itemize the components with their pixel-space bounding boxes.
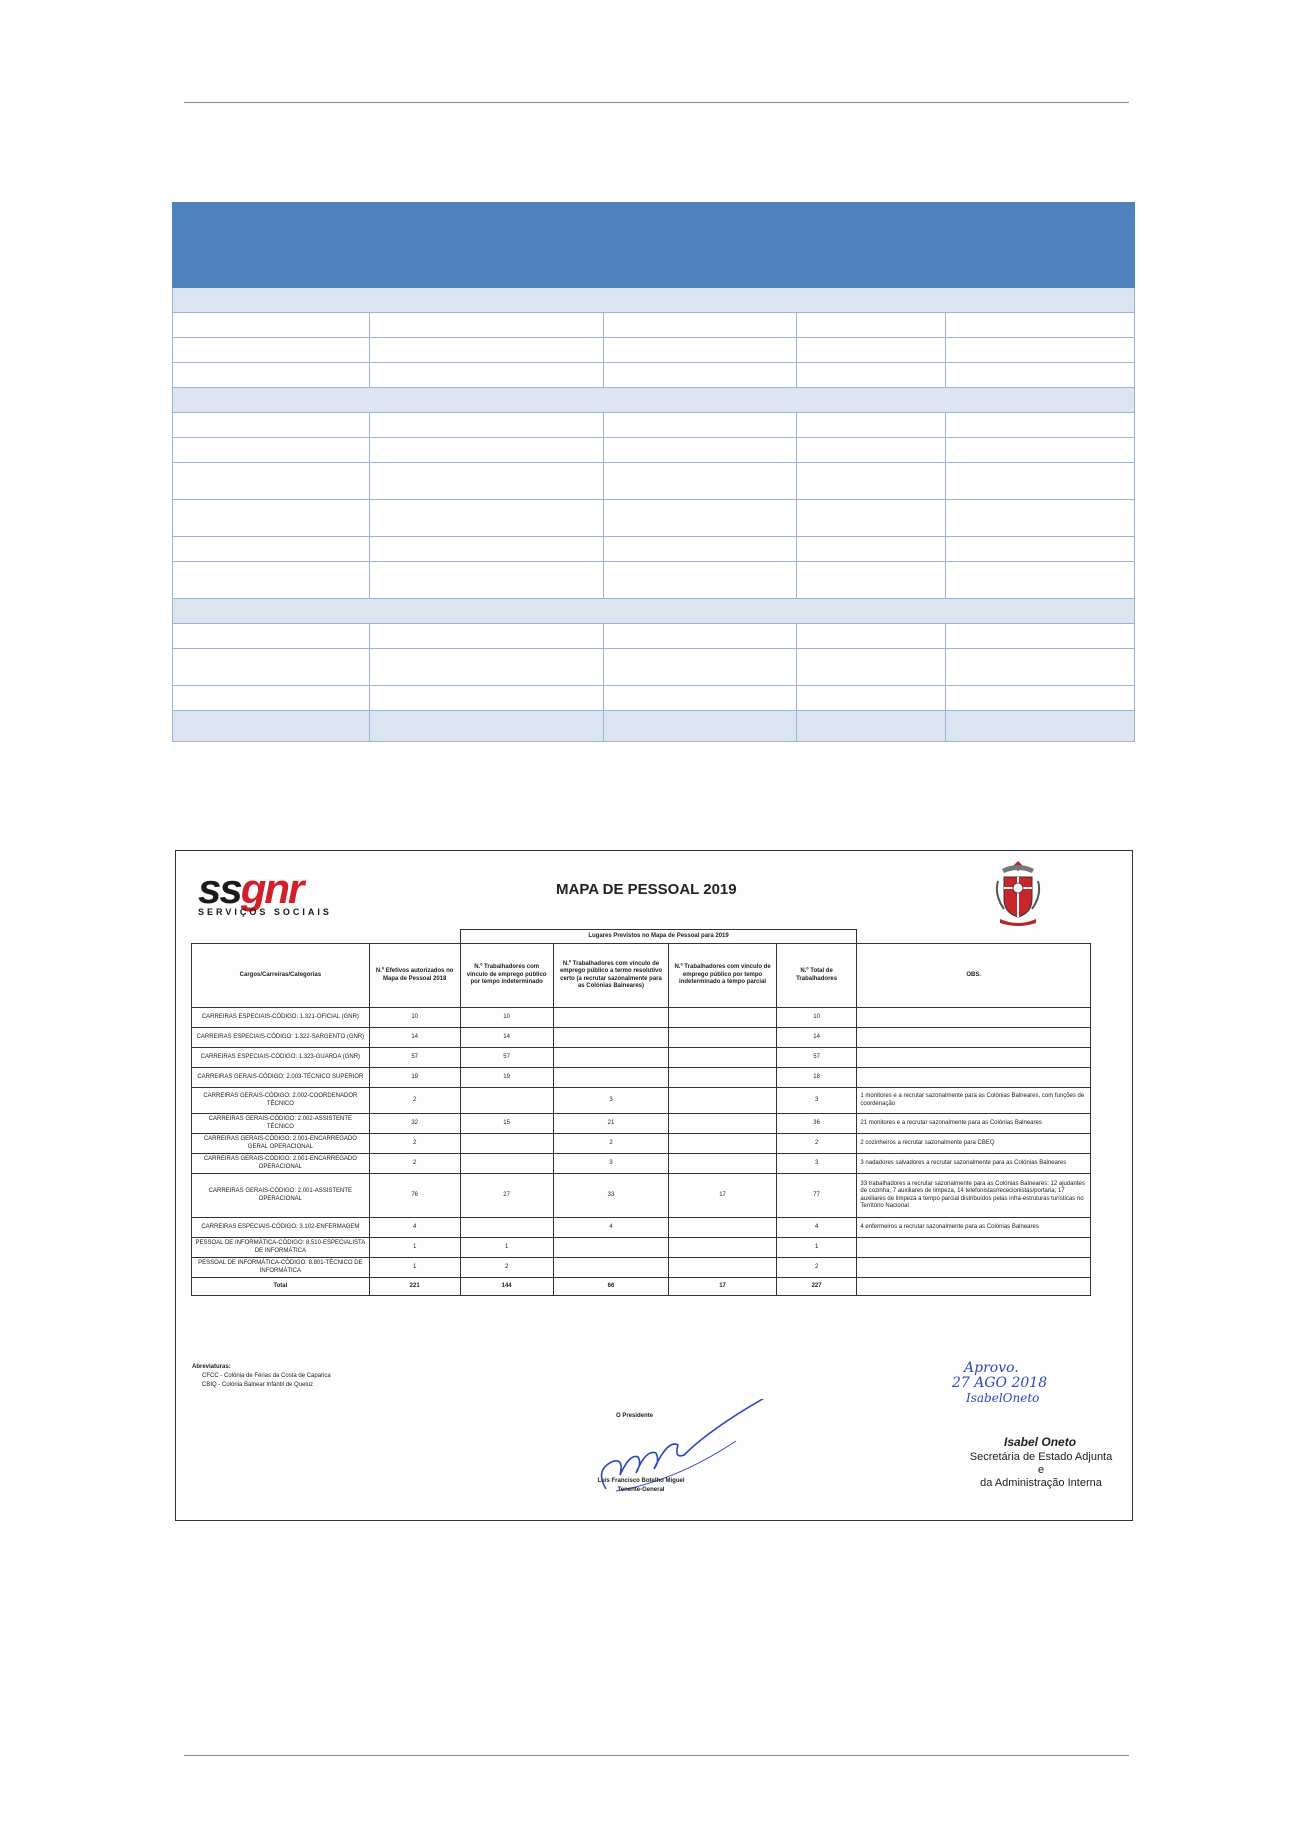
table-row <box>192 1154 1091 1174</box>
col-header-parttime: N.º Trabalhadores com vínculo de emprego público por tempo indeterminado a tempo parcial <box>669 944 776 1008</box>
abbreviations-title: Abreviaturas: <box>192 1364 231 1370</box>
total-cell-total: 227 <box>776 1278 857 1296</box>
cell-indeterminate: 15 <box>460 1114 553 1134</box>
document-title: MAPA DE PESSOAL 2019 <box>556 881 737 898</box>
cell-total: 57 <box>776 1048 857 1068</box>
cell-obs <box>857 1028 1091 1048</box>
cell-parttime <box>669 1218 776 1238</box>
cell-obs <box>857 1068 1091 1088</box>
cell-indeterminate: 57 <box>460 1048 553 1068</box>
summary-section-row <box>173 599 1135 624</box>
cell-parttime <box>669 1114 776 1134</box>
president-title: O Presidente <box>616 1413 654 1419</box>
header-rule <box>184 102 1129 103</box>
secretary-role <box>966 1451 1116 1490</box>
cell-indeterminate: 14 <box>460 1028 553 1048</box>
president-name: Luís Francisco Botelho Miguel <box>597 1478 685 1484</box>
group-header: Lugares Previstos no Mapa de Pessoal para 2019 <box>460 930 857 944</box>
cell-authorized: 10 <box>369 1008 460 1028</box>
cell-obs: 21 monitores e a recrutar sazonalmente para as Colónias Balneares <box>857 1114 1091 1134</box>
cell-authorized: 76 <box>369 1174 460 1218</box>
cell-authorized: 2 <box>369 1154 460 1174</box>
summary-row <box>173 313 1135 338</box>
cell-obs: 2 cozinheiros a recrutar sazonalmente para CBEQ <box>857 1134 1091 1154</box>
cell-indeterminate <box>460 1218 553 1238</box>
summary-row <box>173 649 1135 686</box>
summary-table <box>172 202 1135 742</box>
summary-row <box>173 562 1135 599</box>
secretary-role-line: da Administração Interna <box>980 1477 1102 1489</box>
approval-word: Aprovo. <box>964 1360 1019 1376</box>
abbreviation-item: CFCC - Colónia de Férias da Costa de Caparica <box>202 1373 331 1379</box>
approval-signature: IsabelOneto <box>966 1391 1040 1405</box>
cell-obs: 1 monitores e a recrutar sazonalmente para as Colónias Balneares, com funções de coordenação <box>857 1088 1091 1114</box>
total-cell-indeterminate: 144 <box>460 1278 553 1296</box>
president-rank: Tenente-General <box>617 1487 665 1493</box>
cell-parttime <box>669 1088 776 1114</box>
logo-subtitle: SERVIÇOS SOCIAIS <box>198 907 332 917</box>
cell-indeterminate: 1 <box>460 1238 553 1258</box>
ssgnr-logo <box>198 865 398 917</box>
summary-row <box>173 463 1135 500</box>
cell-total: 2 <box>776 1258 857 1278</box>
cell-indeterminate: 10 <box>460 1008 553 1028</box>
president-name-block <box>581 1477 701 1495</box>
cell-total: 2 <box>776 1134 857 1154</box>
cell-obs <box>857 1258 1091 1278</box>
handwritten-approval <box>952 1361 1072 1406</box>
total-cell-authorized: 221 <box>369 1278 460 1296</box>
cell-parttime <box>669 1134 776 1154</box>
cell-total: 1 <box>776 1238 857 1258</box>
secretary-role-line: Secretária de Estado Adjunta e <box>969 1451 1113 1476</box>
summary-header-cell <box>370 203 797 288</box>
cell-total: 77 <box>776 1174 857 1218</box>
table-row <box>192 1258 1091 1278</box>
cell-seasonal: 3 <box>553 1088 669 1114</box>
cell-category: CARREIRAS GERAIS-CÓDIGO: 2.001-ENCARREGADO OPERACIONAL <box>192 1154 370 1174</box>
cell-indeterminate <box>460 1134 553 1154</box>
cell-total: 14 <box>776 1028 857 1048</box>
cell-indeterminate <box>460 1088 553 1114</box>
summary-header-cell <box>173 203 370 288</box>
cell-category: CARREIRAS ESPECIAIS-CÓDIGO: 1.322-SARGENTO (GNR) <box>192 1028 370 1048</box>
cell-authorized: 1 <box>369 1258 460 1278</box>
cell-obs <box>857 1008 1091 1028</box>
cell-total: 4 <box>776 1218 857 1238</box>
cell-authorized: 32 <box>369 1114 460 1134</box>
abbreviation-item: CBIQ - Colónia Balnear Infantil de Queluz <box>202 1382 314 1388</box>
cell-seasonal <box>553 1258 669 1278</box>
table-row <box>192 1174 1091 1218</box>
cell-indeterminate <box>460 1154 553 1174</box>
cell-parttime <box>669 1048 776 1068</box>
cell-category: PESSOAL DE INFORMÁTICA-CÓDIGO: 8.510-ESPECIALISTA DE INFORMÁTICA <box>192 1238 370 1258</box>
cell-authorized: 14 <box>369 1028 460 1048</box>
cell-parttime <box>669 1008 776 1028</box>
cell-authorized: 19 <box>369 1068 460 1088</box>
approval-date: 27 AGO 2018 <box>952 1375 1048 1391</box>
secretary-name: Isabel Oneto <box>1004 1435 1077 1449</box>
cell-obs <box>857 1238 1091 1258</box>
cell-authorized: 2 <box>369 1088 460 1114</box>
col-header-total: N.º Total de Trabalhadores <box>776 944 857 1008</box>
cell-parttime <box>669 1154 776 1174</box>
cell-seasonal: 4 <box>553 1218 669 1238</box>
cell-obs <box>857 1048 1091 1068</box>
summary-row <box>173 438 1135 463</box>
col-header-seasonal: N.º Trabalhadores com vínculo de emprego público a termo resolutivo certo (a recrutar sazonalmente para as Colónias Balneares) <box>553 944 669 1008</box>
cell-parttime <box>669 1028 776 1048</box>
cell-seasonal <box>553 1028 669 1048</box>
abbreviations <box>192 1363 331 1390</box>
cell-parttime: 17 <box>669 1174 776 1218</box>
cell-seasonal <box>553 1008 669 1028</box>
col-header-indeterminate: N.º Trabalhadores com vínculo de emprego público por tempo indeterminado <box>460 944 553 1008</box>
staff-map-table <box>191 929 1091 1296</box>
summary-row <box>173 624 1135 649</box>
summary-row <box>173 500 1135 537</box>
crest-icon <box>990 855 1046 927</box>
cell-parttime <box>669 1238 776 1258</box>
total-cell-parttime: 17 <box>669 1278 776 1296</box>
cell-obs: 3 nadadores salvadores a recrutar sazonalmente para as Colónias Balneares <box>857 1154 1091 1174</box>
logo-text-ss: ss <box>198 865 241 912</box>
table-row <box>192 1134 1091 1154</box>
summary-section-row <box>173 388 1135 413</box>
summary-header-cell <box>797 203 946 288</box>
cell-category: CARREIRAS ESPECIAIS-CÓDIGO: 1.323-GUARDA (GNR) <box>192 1048 370 1068</box>
table-row <box>192 1048 1091 1068</box>
table-row <box>192 1088 1091 1114</box>
summary-row <box>173 413 1135 438</box>
summary-row <box>173 338 1135 363</box>
table-row <box>192 1068 1091 1088</box>
cell-obs: 33 trabalhadores a recrutar sazonalmente para as Colónias Balneares: 12 ajudantes de cozinha, 7 auxiliares de limpeza, 14 telefonistas/rececionistas/portaria; 17 auxiliares de limpeza a tempo parcial distribuídos pelas infra-estruturas turísticas no Território Nacional <box>857 1174 1091 1218</box>
table-row <box>192 1114 1091 1134</box>
summary-header-row <box>173 203 1135 288</box>
cell-authorized: 4 <box>369 1218 460 1238</box>
table-row <box>192 1238 1091 1258</box>
cell-total: 3 <box>776 1088 857 1114</box>
cell-total: 3 <box>776 1154 857 1174</box>
cell-authorized: 1 <box>369 1238 460 1258</box>
cell-total: 10 <box>776 1008 857 1028</box>
cell-seasonal <box>553 1238 669 1258</box>
cell-indeterminate: 2 <box>460 1258 553 1278</box>
cell-category: CARREIRAS GERAIS-CÓDIGO: 2.003-TÉCNICO SUPERIOR <box>192 1068 370 1088</box>
scanned-staff-map <box>175 850 1133 1521</box>
footer-rule <box>184 1755 1129 1756</box>
total-row <box>192 1278 1091 1296</box>
cell-parttime <box>669 1258 776 1278</box>
total-cell-category: Total <box>192 1278 370 1296</box>
cell-seasonal <box>553 1048 669 1068</box>
cell-category: CARREIRAS GERAIS-CÓDIGO: 2.002-ASSISTENTE TÉCNICO <box>192 1114 370 1134</box>
table-row <box>192 1028 1091 1048</box>
summary-total-row <box>173 711 1135 742</box>
cell-category: CARREIRAS GERAIS-CÓDIGO: 2.002-COORDENADOR TÉCNICO <box>192 1088 370 1114</box>
cell-category: CARREIRAS ESPECIAIS-CÓDIGO: 1.321-OFICIAL (GNR) <box>192 1008 370 1028</box>
cell-authorized: 57 <box>369 1048 460 1068</box>
cell-seasonal: 2 <box>553 1134 669 1154</box>
total-cell-obs <box>857 1278 1091 1296</box>
cell-seasonal <box>553 1068 669 1088</box>
cell-total: 36 <box>776 1114 857 1134</box>
summary-header-cell <box>946 203 1135 288</box>
summary-row <box>173 686 1135 711</box>
cell-category: CARREIRAS GERAIS-CÓDIGO: 2.001-ASSISTENTE OPERACIONAL <box>192 1174 370 1218</box>
total-cell-seasonal: 66 <box>553 1278 669 1296</box>
col-header-obs: OBS. <box>857 944 1091 1008</box>
cell-obs: 4 enfermeiros a recrutar sazonalmente para as Colónias Balneares <box>857 1218 1091 1238</box>
cell-indeterminate: 19 <box>460 1068 553 1088</box>
cell-category: CARREIRAS ESPECIAIS-CÓDIGO: 3.102-ENFERMAGEM <box>192 1218 370 1238</box>
cell-indeterminate: 27 <box>460 1174 553 1218</box>
summary-row <box>173 363 1135 388</box>
cell-authorized: 2 <box>369 1134 460 1154</box>
table-row <box>192 1008 1091 1028</box>
summary-section-row <box>173 288 1135 313</box>
col-header-category: Cargos/Carreiras/Categorias <box>192 944 370 1008</box>
cell-category: PESSOAL DE INFORMÁTICA-CÓDIGO: 8.801-TÉCNICO DE INFORMÁTICA <box>192 1258 370 1278</box>
cell-seasonal: 21 <box>553 1114 669 1134</box>
summary-row <box>173 537 1135 562</box>
cell-total: 18 <box>776 1068 857 1088</box>
logo-text-gnr: gnr <box>240 865 303 912</box>
col-header-authorized: N.º Efetivos autorizados no Mapa de Pessoal 2018 <box>369 944 460 1008</box>
cell-category: CARREIRAS GERAIS-CÓDIGO: 2.001-ENCARREGADO GERAL OPERACIONAL <box>192 1134 370 1154</box>
table-row <box>192 1218 1091 1238</box>
cell-seasonal: 33 <box>553 1174 669 1218</box>
cell-seasonal: 3 <box>553 1154 669 1174</box>
cell-parttime <box>669 1068 776 1088</box>
